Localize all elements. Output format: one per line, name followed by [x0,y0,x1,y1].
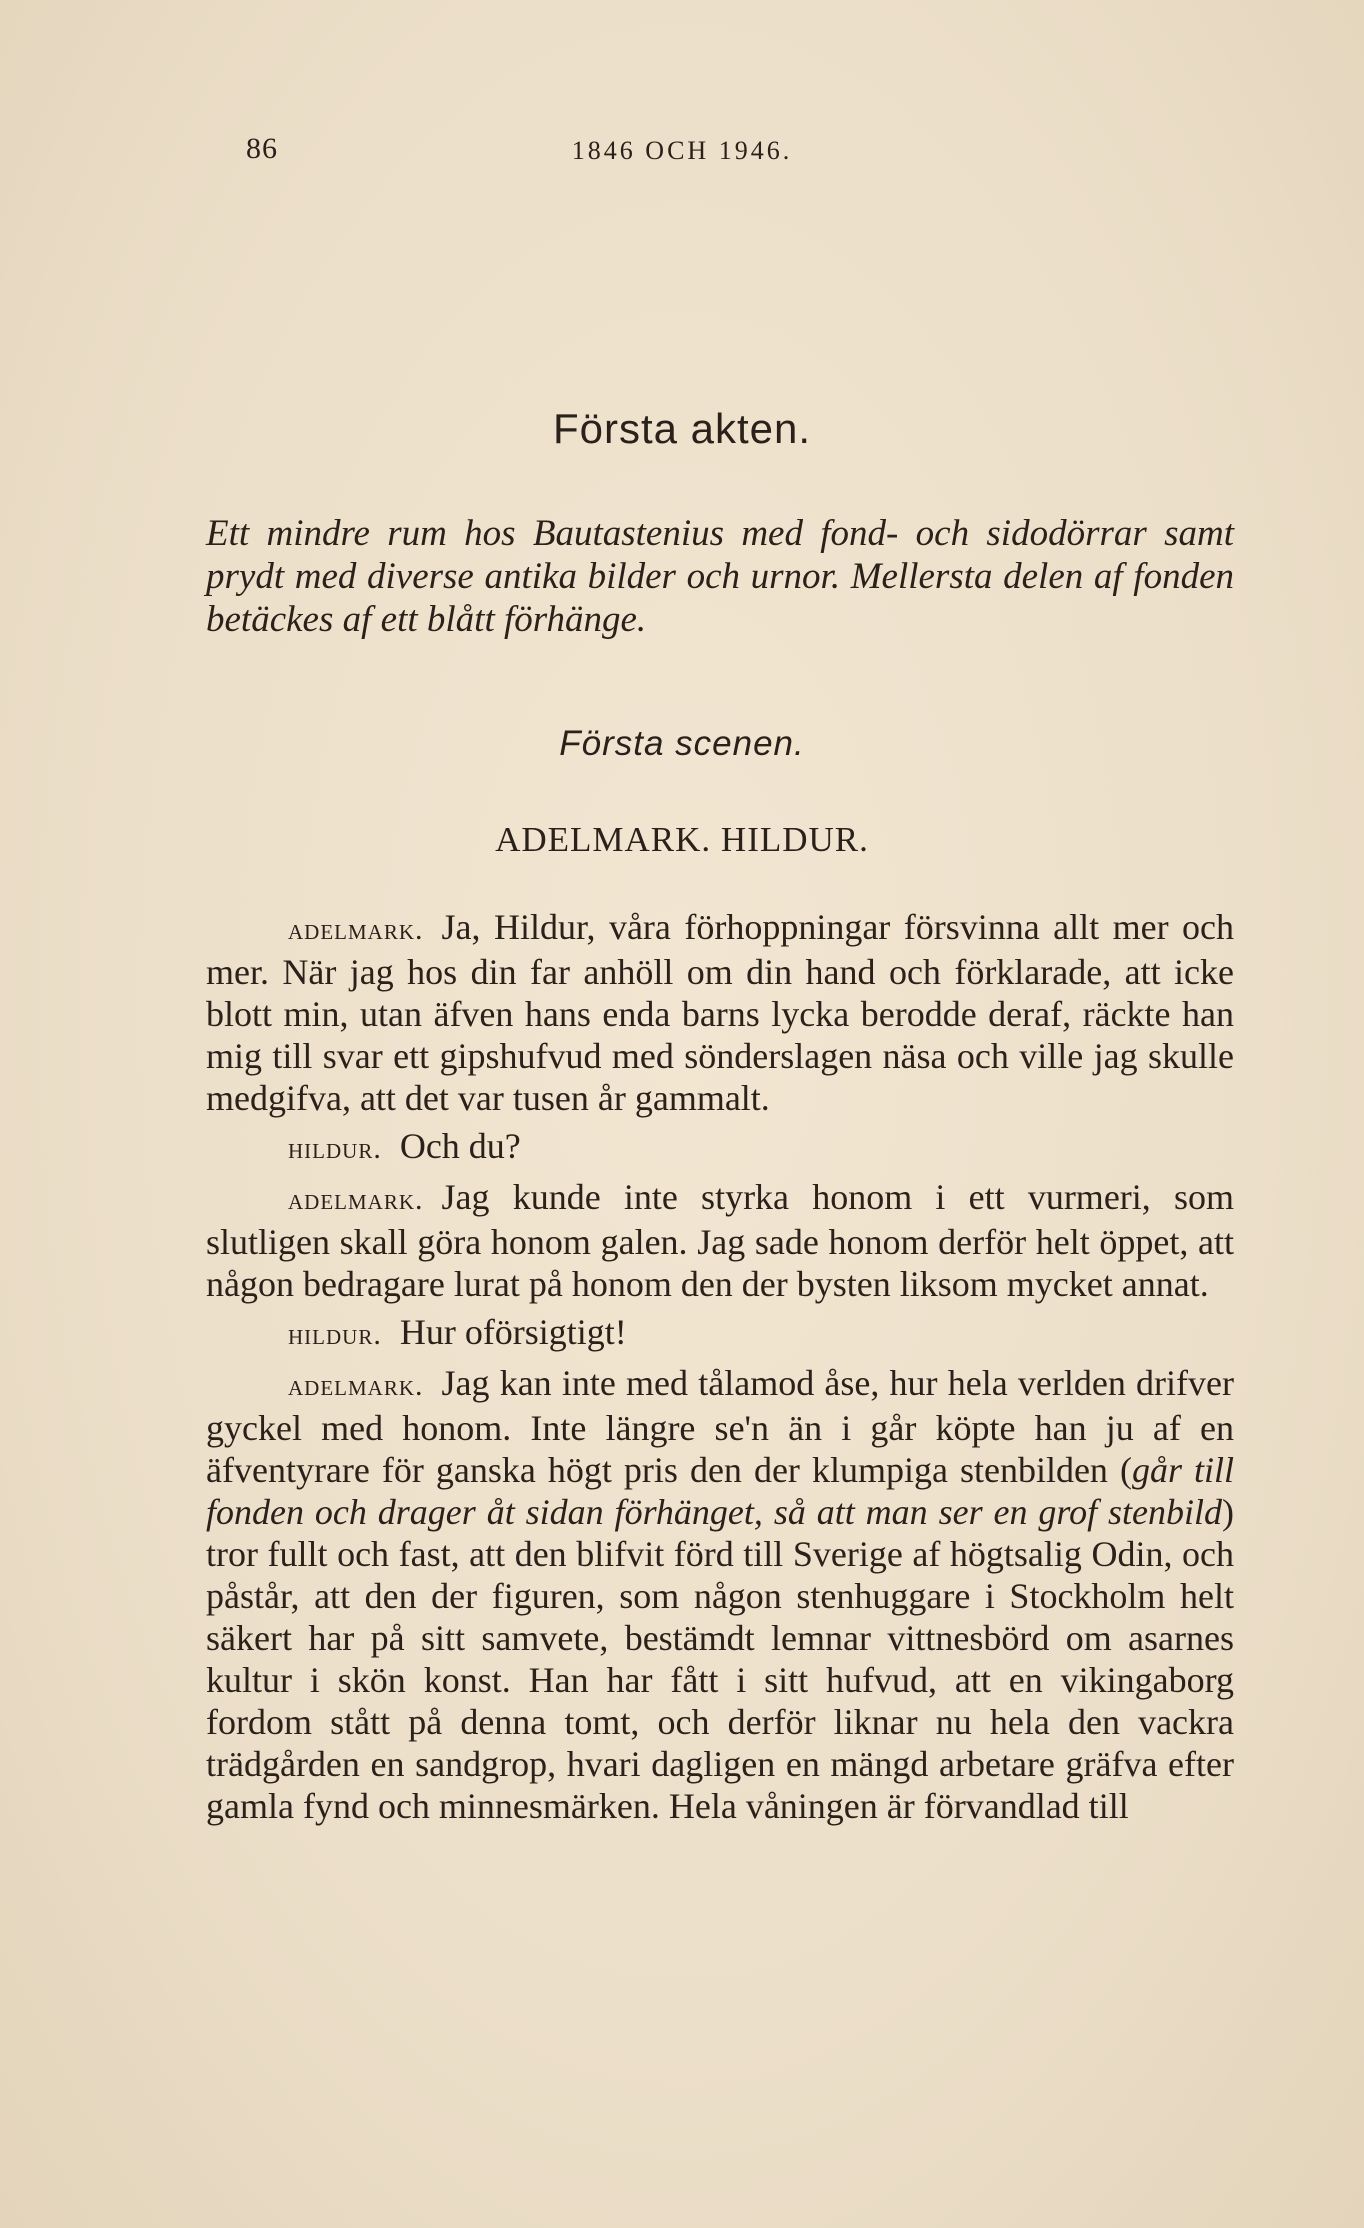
speech-adelmark-2 [206,1176,1234,1305]
speaker-name: adelmark. [288,1369,424,1402]
character-list: ADELMARK. HILDUR. [495,820,869,859]
speech-text: Hur oförsigtigt! [399,1312,627,1352]
speech-text: Ja, Hildur, våra förhoppningar försvinna allt mer och mer. När jag hos din far anhöll om din hand och förklarade, att icke blott min, utan äfven hans enda barns lycka berodde deraf, räckte han mig till svar ett gipshufvud med sönderslagen näsa och ville jag skulle medgifva, att det var tusen år gammalt. [206,907,1234,1118]
speech-adelmark-1 [206,906,1234,1119]
speech-hildur-2 [206,1311,1234,1356]
dialogue [206,906,1234,1833]
act-title: Första akten. [552,405,812,452]
speech-hildur-1 [206,1125,1234,1170]
running-head [0,132,1364,172]
speech-text: Jag kan inte med tålamod åse, hur hela verlden drifver gyckel med honom. Inte längre se'n än i går köpte han ju af en äfventyrare för ganska högt pris den der klumpiga stenbilden ( [206,1363,1234,1490]
inline-stage-direction: går till fonden och drager åt sidan förhänget, så att man ser en grof stenbild [206,1450,1234,1532]
stage-direction: Ett mindre rum hos Bautastenius med fond- och sidodörrar samt prydt med diverse antika bilder och urnor. Mellersta delen af fonden betäckes af ett blått förhänge. [206,513,1234,640]
running-title: 1846 OCH 1946. [571,136,793,165]
page-number: 86 [246,132,278,165]
speaker-name: adelmark. [288,1183,424,1216]
speaker-name: hildur. [288,1132,382,1165]
speaker-name: hildur. [288,1318,382,1351]
speech-adelmark-3 [206,1362,1234,1827]
speaker-name: adelmark. [288,913,424,946]
scene-title: Första scenen. [559,724,805,763]
speech-text: Jag kunde inte styrka honom i ett vurmeri, som slutligen skall göra honom galen. Jag sade honom derför helt öppet, att någon bedragare lurat på honom den der bysten liksom mycket annat. [206,1177,1234,1304]
speech-text: ) tror fullt och fast, att den blifvit förd till Sverige af högtsalig Odin, och påstår, att den der figuren, som någon stenhuggare i Stockholm helt säkert har på sitt samvete, bestämdt lemnar vittnesbörd om asarnes kultur i skön konst. Han har fått i sitt hufvud, att en vikingaborg fordom stått på denna tomt, och derför liknar nu hela den vackra trädgården en sandgrop, hvari dagligen en mängd arbetare gräfva efter gamla fynd och minnesmärken. Hela våningen är förvandlad till [206,1492,1234,1826]
speech-text: Och du? [399,1126,521,1166]
